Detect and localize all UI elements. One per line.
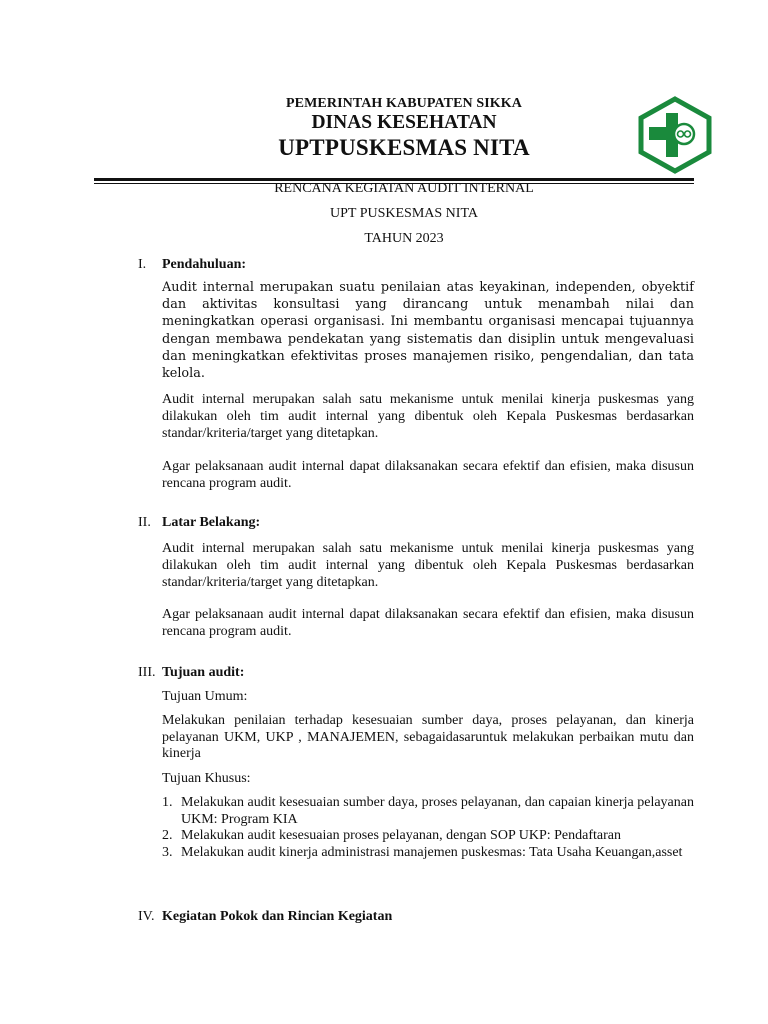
- list-item: [162, 845, 694, 862]
- section-1-paragraph-3: Agar pelaksanaan audit internal dapat dilaksanakan secara efektif dan efisien, maka disusun rencana program audit.: [162, 459, 694, 491]
- specific-objectives-list: [162, 795, 694, 861]
- section-1-number: I.: [138, 257, 147, 272]
- document-subtitle: UPT PUSKESMAS NITA: [330, 206, 478, 221]
- section-1-heading: Pendahuluan:: [162, 257, 247, 272]
- document-title: RENCANA KEGIATAN AUDIT INTERNAL: [274, 181, 534, 196]
- list-item-text: Melakukan audit kesesuaian sumber daya, proses pelayanan, dan capaian kinerja pelayanan UKM: Program KIA: [181, 795, 694, 827]
- section-2-number: II.: [138, 515, 151, 530]
- specific-objective-label: Tujuan Khusus:: [162, 771, 251, 786]
- letterhead-institution: UPTPUSKESMAS NITA: [278, 135, 530, 160]
- section-1-paragraph-2: Audit internal merupakan salah satu mekanisme untuk menilai kinerja puskesmas yang dilakukan oleh tim audit internal yang dibentuk oleh Kepala Puskesmas berdasarkan standar/kriteria/target yang ditetapkan.: [162, 392, 694, 441]
- section-2-heading: Latar Belakang:: [162, 515, 261, 530]
- general-objective-label: Tujuan Umum:: [162, 689, 248, 704]
- letterhead-government: PEMERINTAH KABUPATEN SIKKA: [286, 96, 522, 111]
- section-4-number: IV.: [138, 909, 155, 924]
- list-item-text: Melakukan audit kinerja administrasi manajemen puskesmas: Tata Usaha Keuangan,asset: [181, 844, 683, 860]
- document-year: TAHUN 2023: [364, 231, 444, 246]
- list-item-number: 2.: [162, 828, 173, 843]
- list-item-number: 3.: [162, 844, 173, 860]
- letterhead-department: DINAS KESEHATAN: [311, 112, 497, 133]
- section-1-paragraph-1: Audit internal merupakan suatu penilaian atas keyakinan, independen, obyektif dan aktivitas konsultasi yang dirancang untuk menambah nilai dan meningkatkan operasi organisasi. Ini membantu organisasi mencapai tujuannya dengan membawa pendekatan yang sistematis dan disiplin untuk mengevaluasi dan meningkatkan efektivitas proses manajemen risiko, pengendalian, dan tata kelola.: [162, 280, 694, 382]
- list-item-number: 1.: [162, 795, 173, 810]
- list-item-text: Melakukan audit kesesuaian proses pelayanan, dengan SOP UKP: Pendaftaran: [181, 828, 621, 843]
- section-2-paragraph-1: Audit internal merupakan salah satu mekanisme untuk menilai kinerja puskesmas yang dilakukan oleh tim audit internal yang dibentuk oleh Kepala Puskesmas berdasarkan standar/kriteria/target yang ditetapkan.: [162, 541, 694, 590]
- section-2-paragraph-2: Agar pelaksanaan audit internal dapat dilaksanakan secara efektif dan efisien, maka disusun rencana program audit.: [162, 607, 694, 639]
- puskesmas-logo-icon: [637, 96, 713, 174]
- general-objective-text: Melakukan penilaian terhadap kesesuaian sumber daya, proses pelayanan, dan kinerja pelayanan UKM, UKP , MANAJEMEN, sebagaidasaruntuk melakukan perbaikan mutu dan kinerja: [162, 713, 694, 761]
- list-item: [162, 828, 694, 845]
- section-3-heading: Tujuan audit:: [162, 665, 245, 680]
- section-3-number: III.: [138, 665, 156, 680]
- section-4-heading: Kegiatan Pokok dan Rincian Kegiatan: [162, 909, 393, 924]
- list-item: [162, 795, 694, 828]
